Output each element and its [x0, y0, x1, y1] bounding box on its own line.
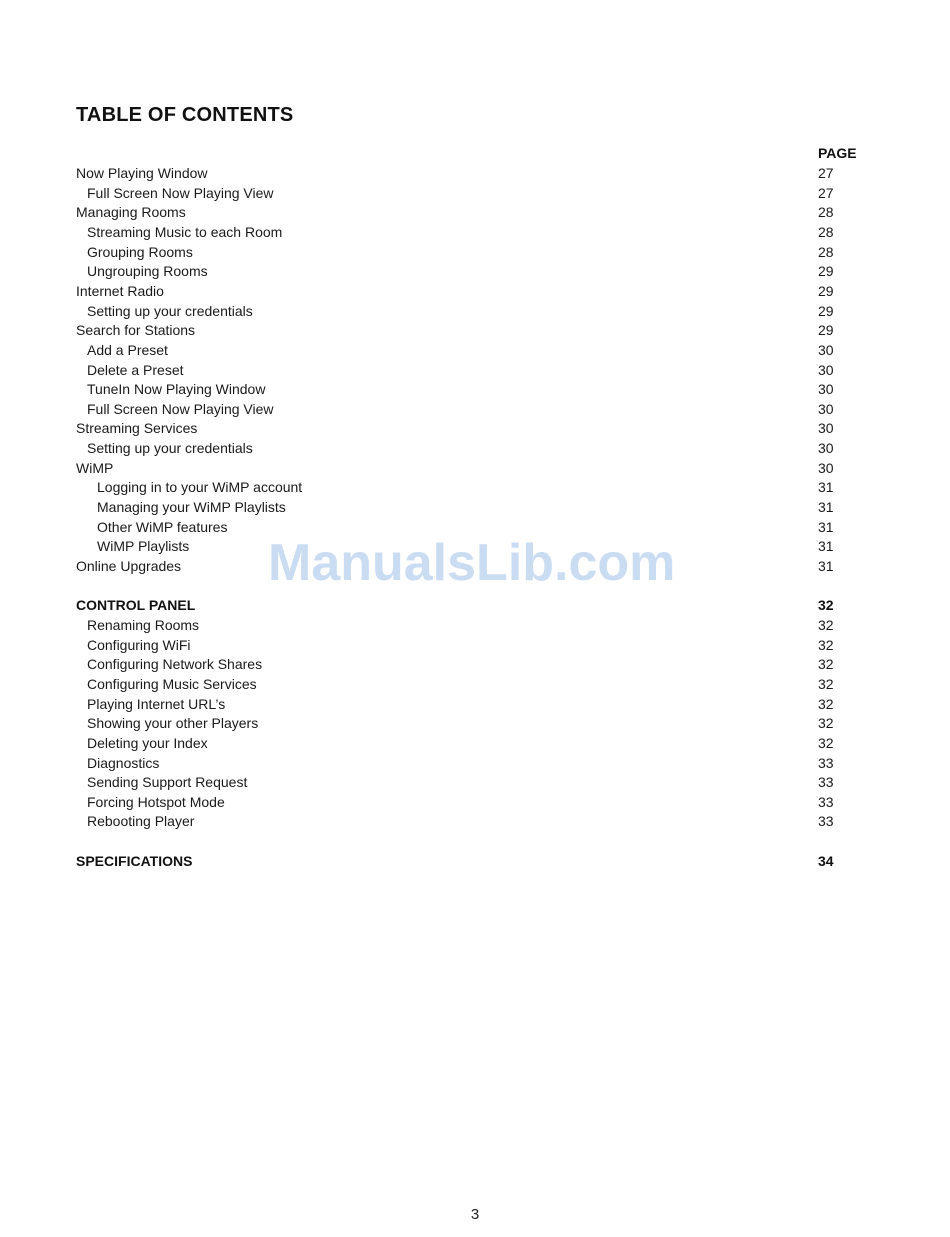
toc-entry: [0, 163, 950, 183]
toc-entry-label: Playing Internet URL’s: [87, 695, 226, 712]
toc-entry-page: 30: [818, 459, 834, 476]
toc-entry-label: CONTROL PANEL: [76, 597, 196, 614]
toc-entry-page: 33: [818, 793, 834, 810]
toc-entry-page: 28: [818, 224, 834, 240]
toc-entry-label: Configuring Network Shares: [87, 656, 263, 673]
toc-entry-page: 31: [818, 558, 834, 574]
toc-entry-label: Renaming Rooms: [87, 616, 200, 633]
toc-entry: [0, 399, 950, 419]
toc-entry: [0, 811, 950, 831]
toc-entry-page: 30: [818, 381, 834, 398]
toc-entry: [0, 261, 950, 281]
toc-entry-label: SPECIFICATIONS: [76, 852, 193, 869]
page-column-header: PAGE: [818, 145, 857, 161]
toc-entry-page: 33: [818, 754, 834, 771]
toc-entry-page: 30: [818, 361, 834, 378]
toc-entry: [0, 733, 950, 753]
watermark: ManualsLib.com: [268, 534, 676, 592]
toc-entry: [0, 674, 950, 694]
toc-entry: [0, 713, 950, 733]
toc-entry: [0, 301, 950, 321]
toc-entry-label: Streaming Services: [76, 420, 198, 437]
toc-entry-page: 30: [818, 341, 834, 358]
toc-entry-label: Configuring WiFi: [87, 636, 191, 653]
toc-entry-label: Streaming Music to each Room: [87, 224, 283, 240]
toc-entry: [0, 202, 950, 222]
toc-entry-label: WiMP: [76, 459, 114, 476]
toc-entry: [0, 320, 950, 340]
toc-entry: [0, 851, 950, 871]
toc-entry-page: 32: [818, 715, 834, 732]
toc-entry-label: Setting up your credentials: [87, 440, 253, 457]
toc-entry-page: 30: [818, 400, 834, 417]
toc-entry-page: 29: [818, 322, 834, 339]
toc-entry-page: 33: [818, 813, 834, 830]
toc-entry-label: Now Playing Window: [76, 165, 208, 181]
toc-entry-page: 27: [818, 165, 834, 181]
toc-entry: [0, 654, 950, 674]
toc-entry-page: 29: [818, 263, 834, 280]
toc-entry: [0, 242, 950, 262]
toc-entry: [0, 615, 950, 635]
toc-entry-label: Managing your WiMP Playlists: [97, 499, 286, 515]
toc-entry-label: Configuring Music Services: [87, 675, 257, 692]
toc-entry-label: Online Upgrades: [76, 558, 182, 574]
toc-entry: [0, 281, 950, 301]
toc-entry: [0, 635, 950, 655]
toc-entry-label: Other WiMP features: [97, 518, 228, 535]
toc-entry-page: 32: [818, 656, 834, 673]
toc-entry-label: Managing Rooms: [76, 204, 186, 221]
toc-entry-label: Add a Preset: [87, 341, 168, 358]
toc-entry: [0, 222, 950, 242]
toc-entry-label: Ungrouping Rooms: [87, 263, 208, 280]
toc-entry-page: 34: [818, 852, 834, 869]
toc-entry-page: 29: [818, 282, 834, 299]
toc-entry-page: 32: [818, 636, 834, 653]
toc-entry-page: 28: [818, 204, 834, 221]
toc-entry: [0, 340, 950, 360]
toc-entry: [0, 418, 950, 438]
toc-entry-page: 32: [818, 597, 834, 614]
toc-entry-page: 32: [818, 695, 834, 712]
toc-entry-label: Grouping Rooms: [87, 243, 193, 260]
toc-entry-page: 31: [818, 518, 834, 535]
toc-entry: [0, 497, 950, 517]
toc-entry-page: 31: [818, 538, 834, 555]
toc-entry-page: 32: [818, 675, 834, 692]
toc-entry-label: Full Screen Now Playing View: [87, 400, 274, 417]
toc-entry-page: 30: [818, 420, 834, 437]
toc-entry-label: Showing your other Players: [87, 715, 259, 732]
page-number: 3: [470, 1206, 480, 1223]
toc-entry-label: Full Screen Now Playing View: [87, 184, 274, 201]
toc-entry-label: Rebooting Player: [87, 813, 195, 830]
toc-entry-label: Internet Radio: [76, 282, 164, 299]
toc-entry-label: Diagnostics: [87, 754, 160, 771]
toc-entry-label: Logging in to your WiMP account: [97, 479, 303, 496]
toc-entry: [0, 477, 950, 497]
toc-entry: [0, 772, 950, 792]
toc-entry: [0, 183, 950, 203]
toc-entry-page: 30: [818, 440, 834, 457]
toc-entry: [0, 379, 950, 399]
toc-entry: [0, 792, 950, 812]
toc-entry-page: 28: [818, 243, 834, 260]
toc-entry-page: 29: [818, 302, 834, 319]
toc-entry-label: TuneIn Now Playing Window: [87, 381, 266, 398]
toc-entry: [0, 438, 950, 458]
toc-entry: [0, 458, 950, 478]
toc-entry-page: 33: [818, 774, 834, 791]
toc-entry-label: WiMP Playlists: [97, 538, 190, 555]
toc-entry-label: Delete a Preset: [87, 361, 184, 378]
toc-entry: [0, 595, 950, 615]
toc-entry-label: Sending Support Request: [87, 774, 248, 791]
toc-entry-label: Deleting your Index: [87, 734, 208, 751]
toc-entry-page: 32: [818, 616, 834, 633]
toc-entry-page: 32: [818, 734, 834, 751]
toc-entry-page: 27: [818, 184, 834, 201]
toc-entry-label: Search for Stations: [76, 322, 196, 339]
toc-entry: [0, 753, 950, 773]
toc-entry: [0, 694, 950, 714]
toc-entry: [0, 360, 950, 380]
toc-entry-label: Setting up your credentials: [87, 302, 253, 319]
toc-entry-page: 31: [818, 479, 834, 496]
toc-entry-label: Forcing Hotspot Mode: [87, 793, 225, 810]
toc-entry-page: 31: [818, 499, 834, 515]
toc-title: TABLE OF CONTENTS: [76, 104, 294, 126]
